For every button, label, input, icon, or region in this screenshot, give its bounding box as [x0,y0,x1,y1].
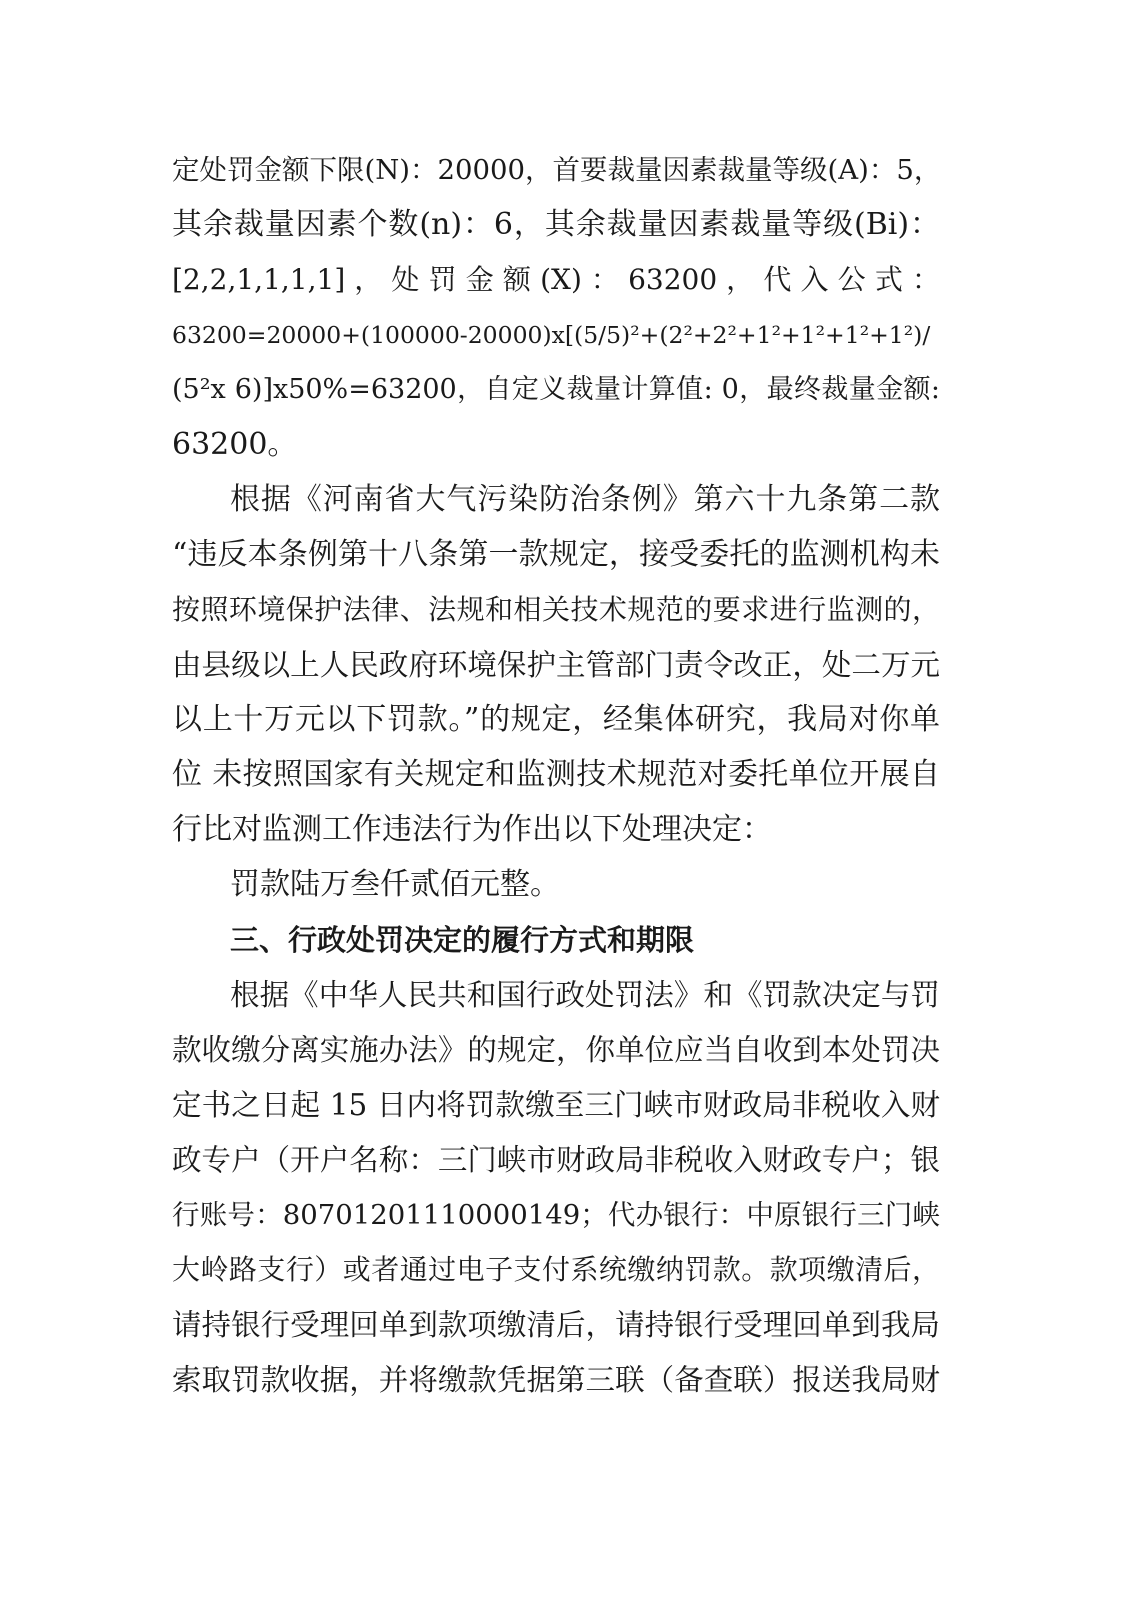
paragraph-start-line: 根据《中华人民共和国行政处罚法》和《罚款决定与罚 [230,978,940,1012]
text-line: 请持银行受理回单到款项缴清后，请持银行受理回单到我局 [172,1308,940,1342]
text-line: 以上十万元以下罚款。”的规定，经集体研究，我局对你单 [172,702,940,737]
section-heading: 三、行政处罚决定的履行方式和期限 [230,923,695,957]
text-line: 政专户（开户名称：三门峡市财政局非税收入财政专户；银 [172,1143,940,1177]
text-line: 定处罚金额下限(N)：20000，首要裁量因素裁量等级(A)：5， [172,154,942,186]
text-line: 按照环境保护法律、法规和相关技术规范的要求进行监测的， [172,593,940,626]
text-line: 大岭路支行）或者通过电子支付系统缴纳罚款。款项缴清后， [172,1253,940,1286]
text-line: 由县级以上人民政府环境保护主管部门责令改正，处二万元 [172,648,940,682]
text-line: (5²x 6)]x50%=63200，自定义裁量计算值: 0，最终裁量金额: [172,374,940,405]
text-line: 位 未按照国家有关规定和监测技术规范对委托单位开展自 [172,757,940,792]
paragraph-start-line: 根据《河南省大气污染防治条例》第六十九条第二款 [230,482,940,517]
text-line: 款收缴分离实施办法》的规定，你单位应当自收到本处罚决 [172,1033,940,1067]
text-line: 行比对监测工作违法行为作出以下处理决定： [172,812,772,847]
formula-line: 63200=20000+(100000-20000)x[(5/5)²+(2²+2²+1²+1²+1²+1²)/ [172,321,931,349]
text-line: 索取罚款收据，并将缴款凭据第三联（备查联）报送我局财 [172,1363,940,1397]
penalty-amount: 罚款陆万叁仟贰佰元整。 [230,867,560,902]
text-line: 定书之日起 15 日内将罚款缴至三门峡市财政局非税收入财 [172,1088,940,1122]
text-line: “违反本条例第十八条第一款规定，接受委托的监测机构未 [172,537,940,572]
text-line: 63200。 [172,427,298,462]
text-line: 其余裁量因素个数(n)：6，其余裁量因素裁量等级(Bi)： [172,207,940,242]
text-line: [2,2,1,1,1,1] ， 处 罚 金 额 (X) ： 63200 ， 代 入 公 式 ： [172,263,940,296]
text-line: 行账号：80701201110000149；代办银行：中原银行三门峡 [172,1199,940,1231]
